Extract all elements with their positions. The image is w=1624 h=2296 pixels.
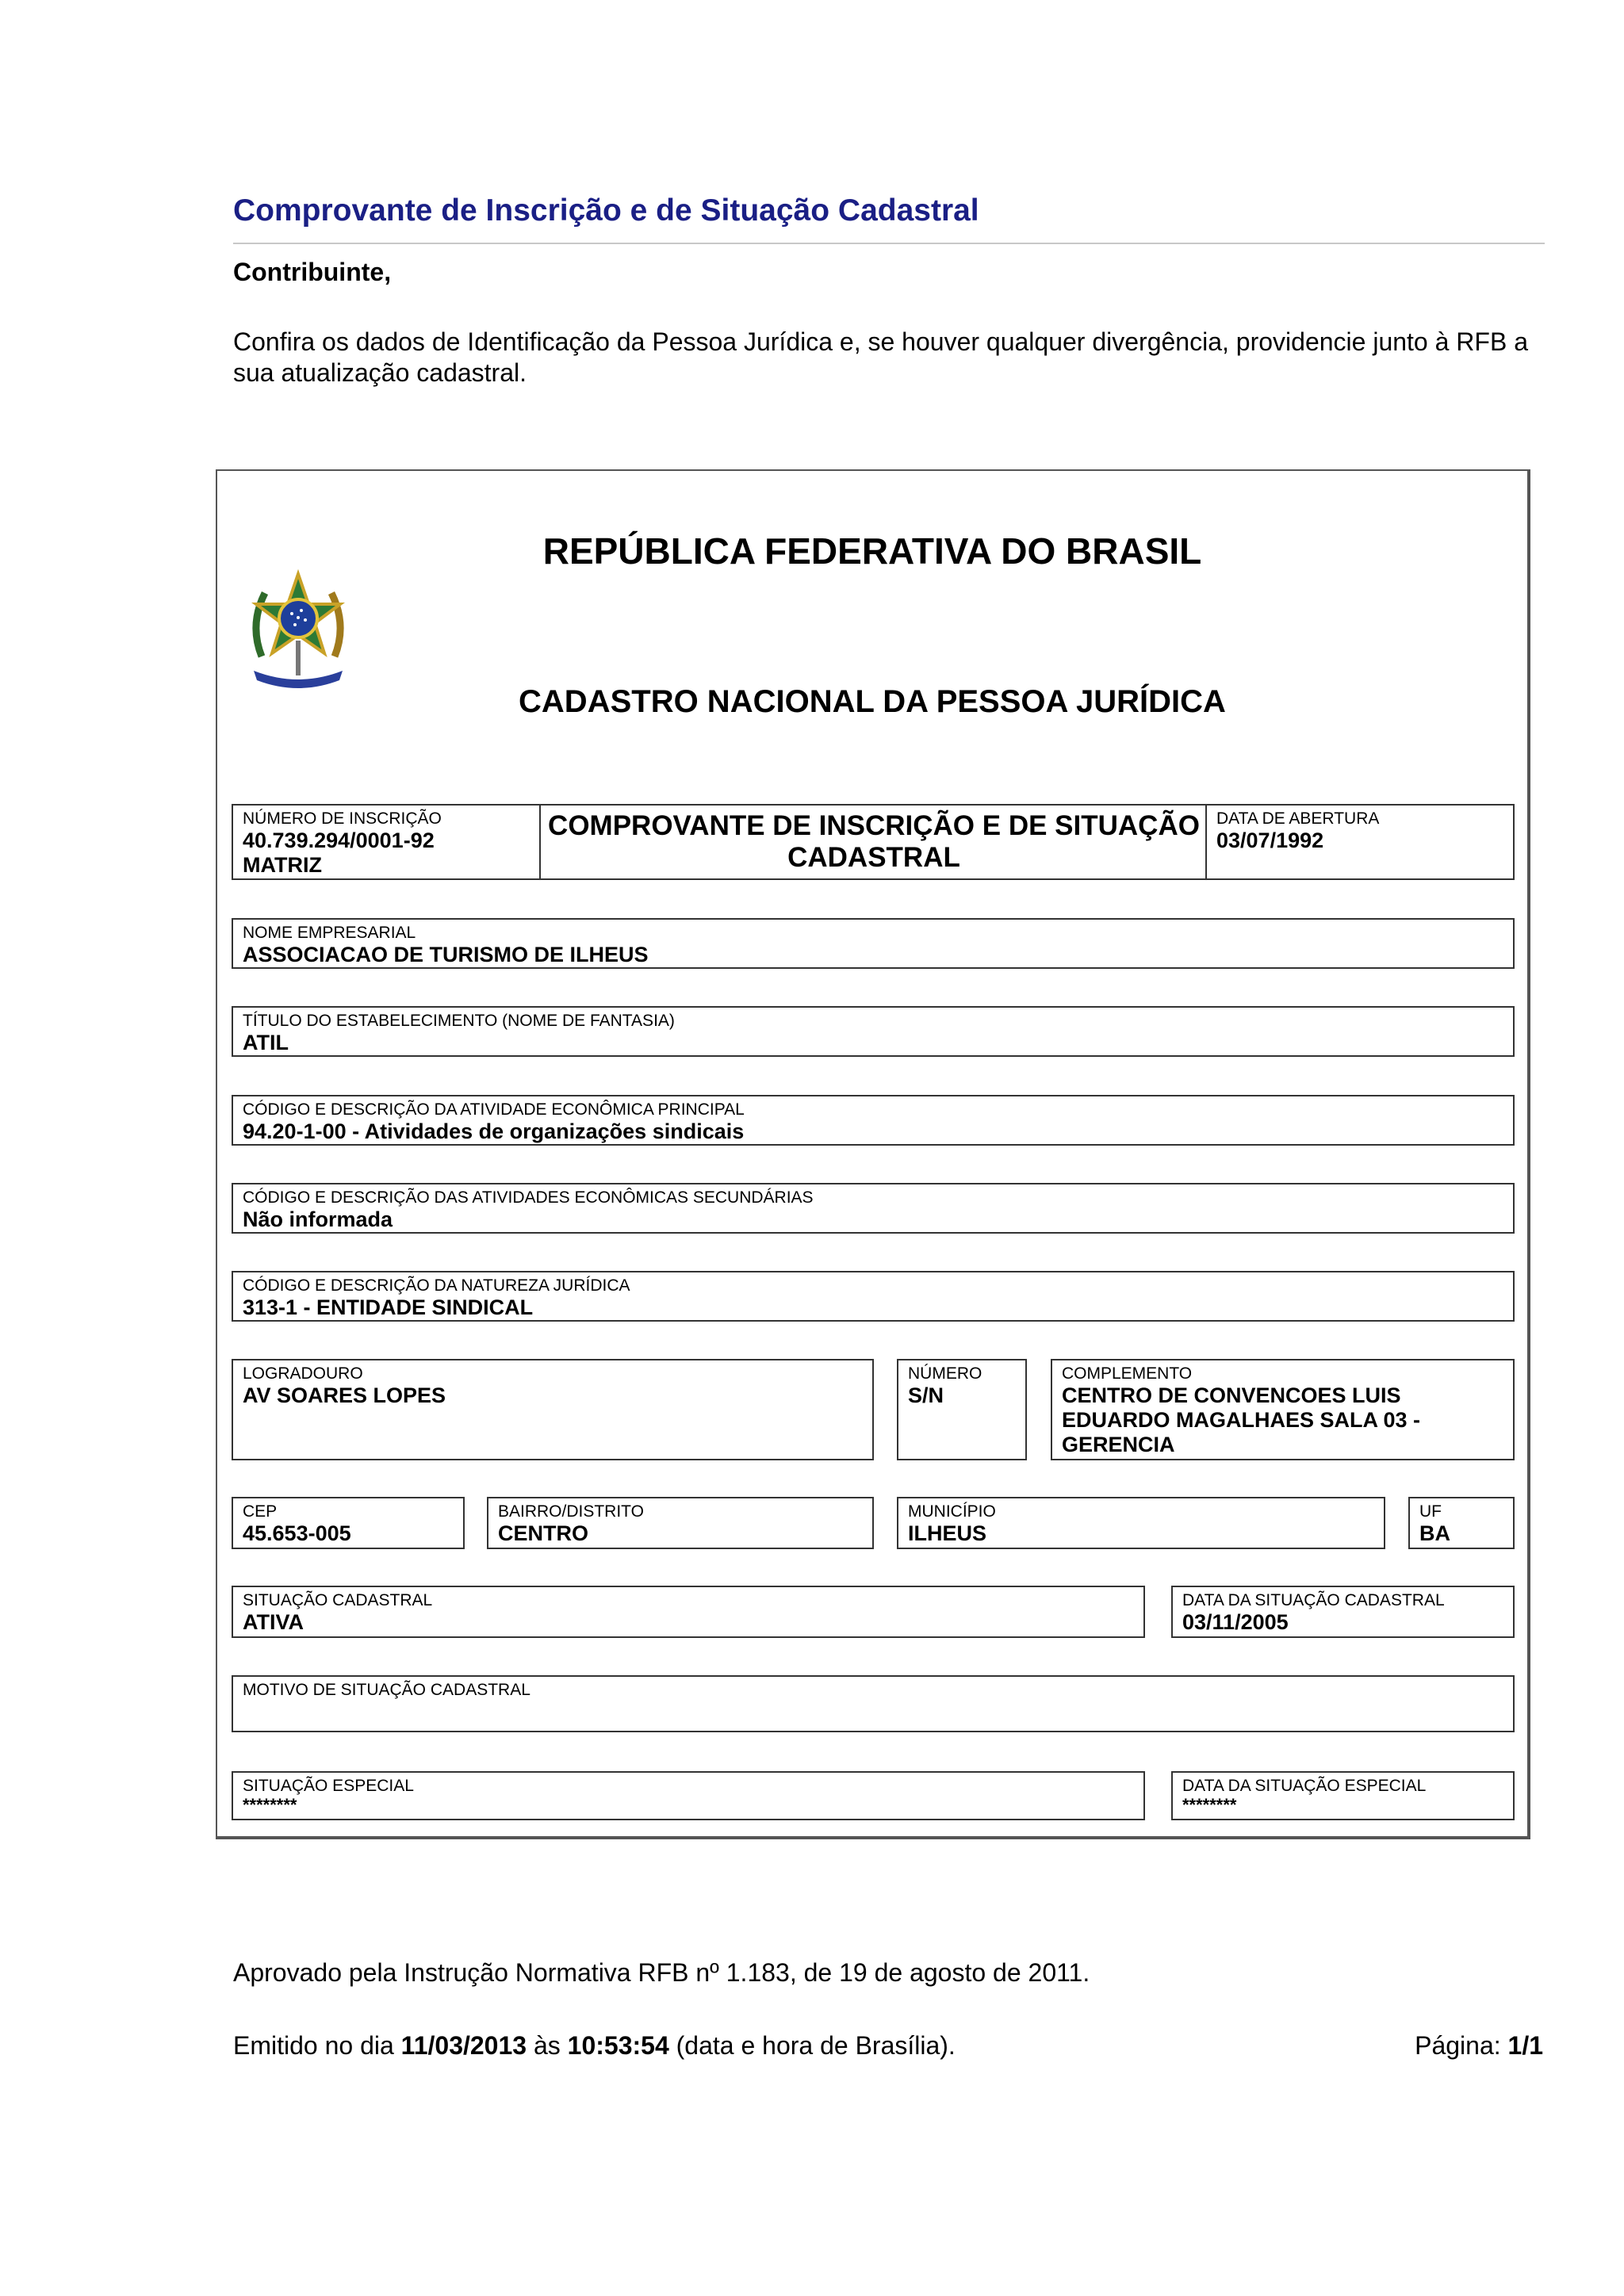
field-situacao-cadastral	[232, 1586, 1145, 1638]
field-data-abertura	[1205, 804, 1515, 880]
comprovante-title-line2: CADASTRAL	[787, 842, 960, 873]
field-label: CÓDIGO E DESCRIÇÃO DA NATUREZA JURÍDICA	[243, 1276, 630, 1295]
field-label: CÓDIGO E DESCRIÇÃO DA ATIVIDADE ECONÔMICA PRINCIPAL	[243, 1100, 745, 1119]
field-label: TÍTULO DO ESTABELECIMENTO (NOME DE FANTASIA)	[243, 1012, 675, 1030]
field-label: NÚMERO	[908, 1364, 982, 1383]
field-data-situacao-cadastral	[1171, 1586, 1515, 1638]
field-value: 313-1 - ENTIDADE SINDICAL	[243, 1295, 534, 1319]
field-natureza-juridica	[232, 1271, 1515, 1322]
issued-suffix: (data e hora de Brasília).	[668, 2031, 956, 2060]
field-complemento	[1051, 1359, 1515, 1460]
field-value: ATIL	[243, 1031, 289, 1054]
field-label: MOTIVO DE SITUAÇÃO CADASTRAL	[243, 1681, 530, 1699]
field-value: CENTRO DE CONVENCOES LUIS EDUARDO MAGALHAES SALA 03 - GERENCIA	[1062, 1383, 1421, 1456]
field-cep	[232, 1497, 465, 1549]
field-value: 03/11/2005	[1182, 1610, 1289, 1634]
comprovante-title-line1: COMPROVANTE DE INSCRIÇÃO E DE SITUAÇÃO	[548, 810, 1200, 841]
issued-at: às	[527, 2031, 568, 2060]
field-label: UF	[1419, 1502, 1442, 1521]
field-municipio	[897, 1497, 1385, 1549]
field-bairro	[487, 1497, 874, 1549]
field-value: ILHEUS	[908, 1521, 987, 1545]
intro-paragraph: Confira os dados de Identificação da Pessoa Jurídica e, se houver qualquer divergência, providencie junto à RFB a sua atualização cadastral.	[233, 327, 1528, 387]
brazil-coat-of-arms-icon	[246, 569, 350, 688]
field-motivo-situacao	[232, 1675, 1515, 1732]
field-atividade-principal	[232, 1095, 1515, 1146]
field-numero-inscricao	[232, 804, 541, 880]
field-uf	[1408, 1497, 1515, 1549]
field-value: S/N	[908, 1383, 944, 1407]
field-value-tipo: MATRIZ	[243, 853, 322, 877]
comprovante-title-cell	[539, 804, 1207, 880]
issued-date: 11/03/2013	[400, 2031, 527, 2060]
field-label: COMPLEMENTO	[1062, 1364, 1193, 1383]
field-label: NOME EMPRESARIAL	[243, 924, 416, 942]
field-label: BAIRRO/DISTRITO	[498, 1502, 644, 1521]
field-value: 94.20-1-00 - Atividades de organizações sindicais	[243, 1119, 745, 1143]
field-atividades-secundarias	[232, 1183, 1515, 1234]
greeting: Contribuinte,	[233, 258, 392, 286]
field-label: LOGRADOURO	[243, 1364, 363, 1383]
field-value: ********	[1182, 1795, 1237, 1815]
emblem-sword	[296, 641, 301, 675]
issued-time: 10:53:54	[567, 2031, 669, 2060]
page-title: Comprovante de Inscrição e de Situação Cadastral	[233, 193, 979, 228]
title-divider	[233, 243, 1545, 244]
field-value: BA	[1419, 1521, 1450, 1545]
heading-cadastro: CADASTRO NACIONAL DA PESSOA JURÍDICA	[519, 684, 1226, 719]
field-value: AV SOARES LOPES	[243, 1383, 446, 1407]
field-nome-empresarial	[232, 918, 1515, 969]
heading-republica: REPÚBLICA FEDERATIVA DO BRASIL	[542, 530, 1202, 572]
field-label: MUNICÍPIO	[908, 1502, 996, 1521]
field-titulo-estabelecimento	[232, 1006, 1515, 1057]
field-value: ATIVA	[243, 1610, 304, 1634]
field-label: SITUAÇÃO CADASTRAL	[243, 1591, 433, 1609]
field-logradouro	[232, 1359, 874, 1460]
field-value: 03/07/1992	[1216, 828, 1324, 852]
field-value: ********	[243, 1795, 297, 1815]
field-label: CEP	[243, 1502, 278, 1521]
field-label: DATA DE ABERTURA	[1216, 809, 1380, 828]
field-label: DATA DA SITUAÇÃO CADASTRAL	[1182, 1591, 1445, 1609]
field-value: ASSOCIACAO DE TURISMO DE ILHEUS	[243, 943, 649, 966]
field-data-situacao-especial	[1171, 1771, 1515, 1820]
page-value: 1/1	[1507, 2031, 1543, 2060]
field-label: NÚMERO DE INSCRIÇÃO	[243, 809, 442, 828]
page-number	[1415, 2031, 1543, 2061]
field-label: CÓDIGO E DESCRIÇÃO DAS ATIVIDADES ECONÔMICAS SECUNDÁRIAS	[243, 1188, 814, 1207]
field-numero	[897, 1359, 1027, 1460]
issued-line	[233, 2031, 956, 2061]
field-value: 45.653-005	[243, 1521, 351, 1545]
field-value: CENTRO	[498, 1521, 588, 1545]
page-label: Página:	[1415, 2031, 1508, 2060]
field-label: DATA DA SITUAÇÃO ESPECIAL	[1182, 1777, 1427, 1795]
field-value: 40.739.294/0001-92	[243, 828, 435, 852]
field-value: Não informada	[243, 1207, 393, 1231]
issued-prefix: Emitido no dia	[233, 2031, 401, 2060]
approval-note: Aprovado pela Instrução Normativa RFB nº 1.183, de 19 de agosto de 2011.	[233, 1958, 1090, 1987]
field-label: SITUAÇÃO ESPECIAL	[243, 1777, 414, 1795]
field-situacao-especial	[232, 1771, 1145, 1820]
